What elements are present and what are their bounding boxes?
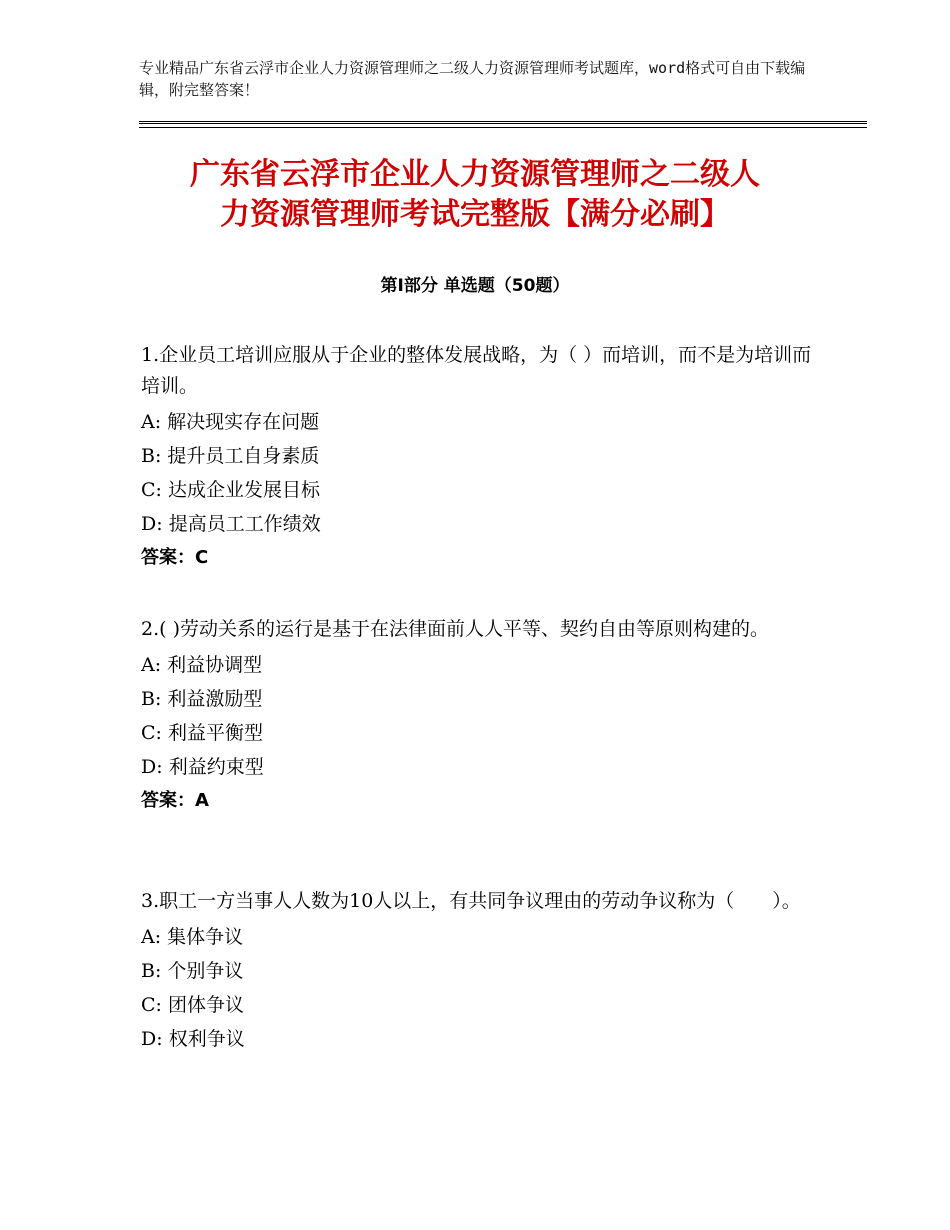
document-title-line-1: 广东省云浮市企业人力资源管理师之二级人	[190, 157, 760, 192]
document-title-line-2: 力资源管理师考试完整版【满分必刷】	[220, 197, 730, 232]
option-text: 利益激励型	[167, 688, 263, 710]
question-option-c	[141, 988, 813, 1022]
question-option-c	[141, 716, 813, 750]
option-key: D:	[141, 513, 163, 535]
document-title	[139, 155, 811, 235]
question-option-d	[141, 750, 813, 784]
option-key: A:	[141, 411, 162, 433]
header-divider	[139, 121, 867, 124]
section-heading: 第Ⅰ部分 单选题（50题）	[380, 276, 570, 296]
question-option-b	[141, 954, 813, 988]
option-text: 利益约束型	[168, 756, 264, 778]
option-key: B:	[141, 445, 162, 467]
question-3	[141, 886, 813, 1056]
question-1	[141, 340, 813, 575]
question-option-a	[141, 648, 813, 682]
option-text: 集体争议	[167, 926, 244, 948]
option-text: 团体争议	[168, 994, 245, 1016]
option-key: B:	[141, 960, 162, 982]
option-text: 解决现实存在问题	[167, 411, 320, 433]
option-key: C:	[141, 722, 162, 744]
option-key: A:	[141, 926, 162, 948]
option-key: C:	[141, 479, 162, 501]
question-option-d	[141, 507, 813, 541]
question-option-b	[141, 682, 813, 716]
option-text: 达成企业发展目标	[168, 479, 321, 501]
option-text: 提升员工自身素质	[167, 445, 320, 467]
question-answer: 答案：A	[141, 790, 209, 811]
option-key: C:	[141, 994, 162, 1016]
question-2	[141, 614, 813, 818]
question-answer: 答案：C	[141, 547, 209, 568]
header-note: 专业精品广东省云浮市企业人力资源管理师之二级人力资源管理师考试题库，word格式可自由下载编辑，附完整答案！	[139, 59, 806, 99]
question-option-a	[141, 920, 813, 954]
question-option-c	[141, 473, 813, 507]
option-text: 权利争议	[168, 1028, 245, 1050]
question-stem: 1.企业员工培训应服从于企业的整体发展战略，为（ ）而培训，而不是为培训而培训。	[141, 344, 812, 397]
question-stem: 2.( )劳动关系的运行是基于在法律面前人人平等、契约自由等原则构建的。	[141, 618, 769, 640]
option-key: A:	[141, 654, 162, 676]
question-option-a	[141, 405, 813, 439]
option-text: 利益平衡型	[168, 722, 264, 744]
option-text: 利益协调型	[167, 654, 263, 676]
option-key: D:	[141, 1028, 163, 1050]
option-text: 个别争议	[167, 960, 244, 982]
option-key: B:	[141, 688, 162, 710]
question-option-b	[141, 439, 813, 473]
option-key: D:	[141, 756, 163, 778]
header-divider-thin	[139, 127, 867, 128]
question-option-d	[141, 1022, 813, 1056]
question-stem: 3.职工一方当事人人数为10人以上，有共同争议理由的劳动争议称为（ ）。	[141, 890, 801, 912]
option-text: 提高员工工作绩效	[168, 513, 321, 535]
